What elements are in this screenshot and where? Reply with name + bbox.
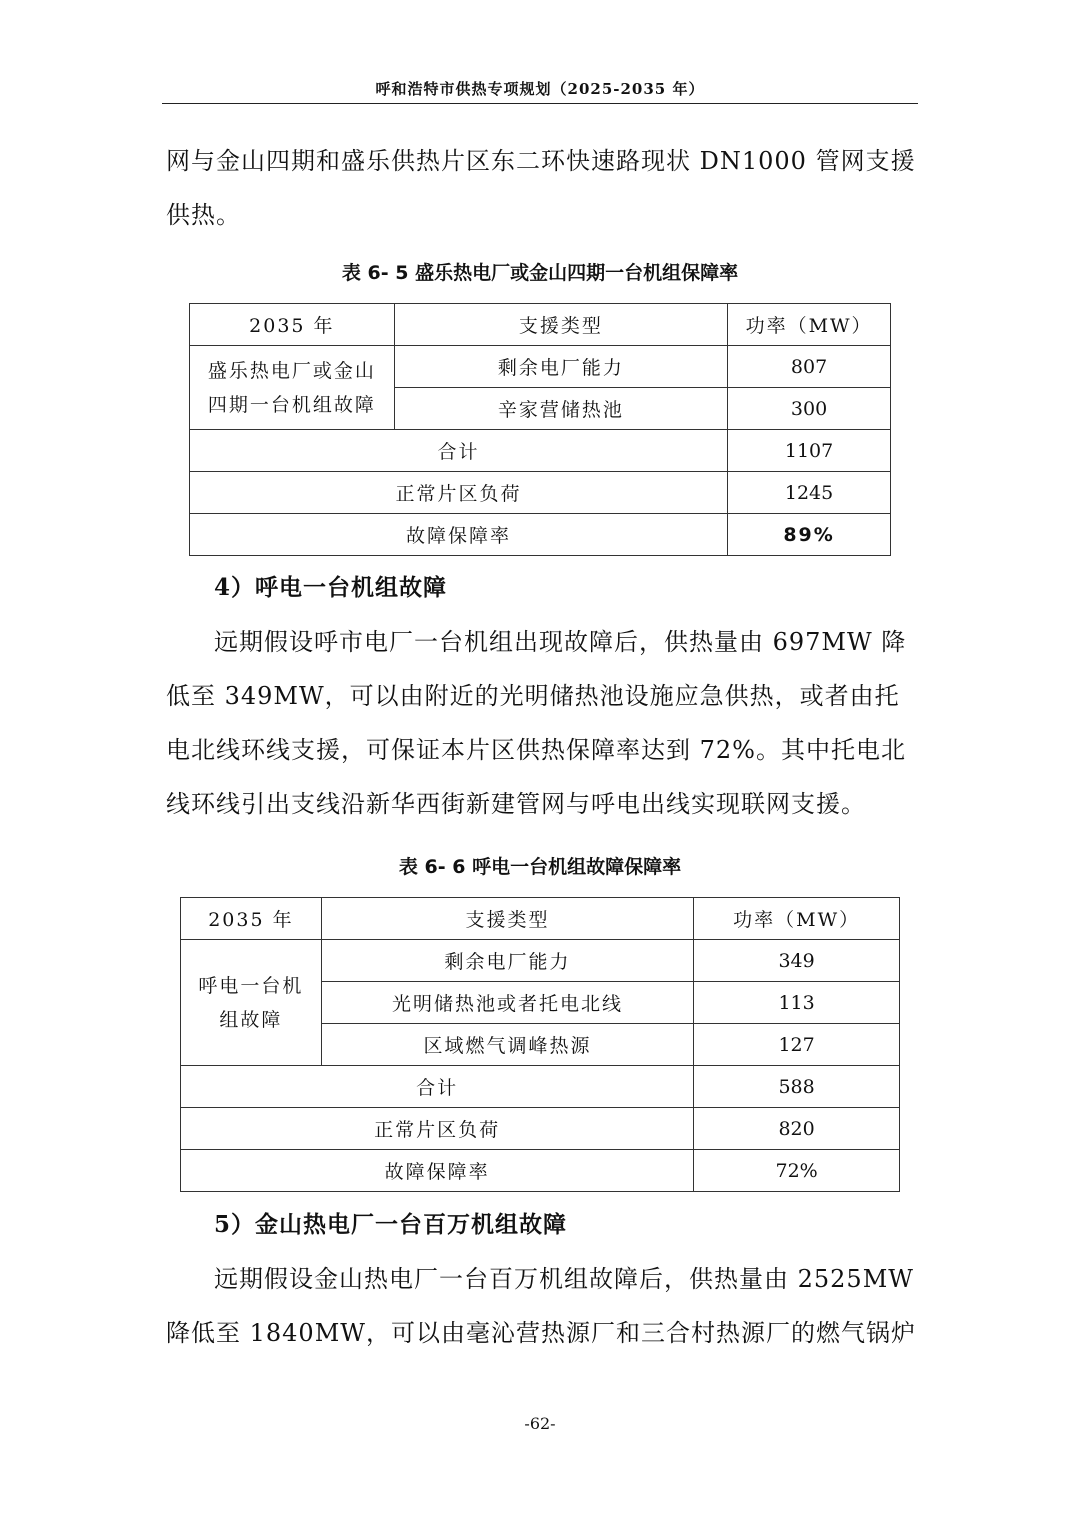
support-type-cell: 光明储热池或者托电北线	[321, 982, 693, 1024]
support-type-cell: 区域燃气调峰热源	[321, 1024, 693, 1066]
section-heading-5: 5）金山热电厂一台百万机组故障	[214, 1211, 568, 1238]
support-type-cell: 辛家营储热池	[394, 388, 727, 430]
table-row	[181, 898, 900, 940]
load-label-cell: 正常片区负荷	[190, 472, 728, 514]
rate-label-cell: 故障保障率	[181, 1150, 694, 1192]
table-5-caption: 表 6- 5 盛乐热电厂或金山四期一台机组保障率	[341, 262, 739, 284]
total-value-cell: 1107	[728, 430, 891, 472]
table-header-type: 支援类型	[321, 898, 693, 940]
header-divider	[162, 103, 918, 104]
paragraph-2: 远期假设呼市电厂一台机组出现故障后，供热量由 697MW 降低至 349MW，可以由附近的光明储热池设施应急供热，或者由托电北线环线支援，可保证本片区供热保障率达到 72%。其中托电北线环线引出支线沿新华西街新建管网与呼电出线实现联网支援。	[166, 628, 907, 818]
page-header: 呼和浩特市供热专项规划（2025-2035 年）	[375, 80, 705, 98]
support-type-cell: 剩余电厂能力	[321, 940, 693, 982]
load-label-cell: 正常片区负荷	[181, 1108, 694, 1150]
table-row	[190, 514, 891, 556]
total-label-cell: 合计	[190, 430, 728, 472]
table-6	[180, 897, 900, 1192]
power-cell: 127	[694, 1024, 900, 1066]
table-header-power: 功率（MW）	[694, 898, 900, 940]
table-row	[181, 1066, 900, 1108]
table-row	[190, 472, 891, 514]
power-cell: 300	[728, 388, 891, 430]
power-cell: 807	[728, 346, 891, 388]
total-value-cell: 588	[694, 1066, 900, 1108]
load-value-cell: 820	[694, 1108, 900, 1150]
table-row	[190, 430, 891, 472]
group-label-line: 呼电一台机	[198, 974, 304, 997]
section-heading-4: 4）呼电一台机组故障	[214, 574, 448, 601]
group-label-line: 四期一台机组故障	[207, 393, 376, 416]
table-row	[181, 1108, 900, 1150]
rate-label-cell: 故障保障率	[190, 514, 728, 556]
rate-value-cell: 72%	[694, 1150, 900, 1192]
table-header-year: 2035 年	[190, 304, 395, 346]
support-type-cell: 剩余电厂能力	[394, 346, 727, 388]
table-row	[181, 940, 900, 982]
table-5	[189, 303, 891, 556]
load-value-cell: 1245	[728, 472, 891, 514]
table-header-year: 2035 年	[181, 898, 322, 940]
table-row	[190, 346, 891, 388]
page-number: -62-	[524, 1414, 556, 1433]
paragraph-3: 远期假设金山热电厂一台百万机组故障后，供热量由 2525MW 降低至 1840MW，可以由毫沁营热源厂和三合村热源厂的燃气锅炉	[166, 1265, 916, 1347]
group-label-cell	[181, 940, 322, 1066]
table-row	[190, 304, 891, 346]
group-label-line: 组故障	[219, 1008, 283, 1031]
table-row	[181, 1150, 900, 1192]
table-header-type: 支援类型	[394, 304, 727, 346]
power-cell: 349	[694, 940, 900, 982]
table-6-caption: 表 6- 6 呼电一台机组故障保障率	[398, 856, 682, 878]
table-header-power: 功率（MW）	[728, 304, 891, 346]
group-label-cell	[190, 346, 395, 430]
rate-value-cell: 89%	[728, 514, 891, 556]
total-label-cell: 合计	[181, 1066, 694, 1108]
paragraph-1: 网与金山四期和盛乐供热片区东二环快速路现状 DN1000 管网支援供热。	[166, 147, 916, 229]
group-label-line: 盛乐热电厂或金山	[207, 359, 376, 382]
power-cell: 113	[694, 982, 900, 1024]
